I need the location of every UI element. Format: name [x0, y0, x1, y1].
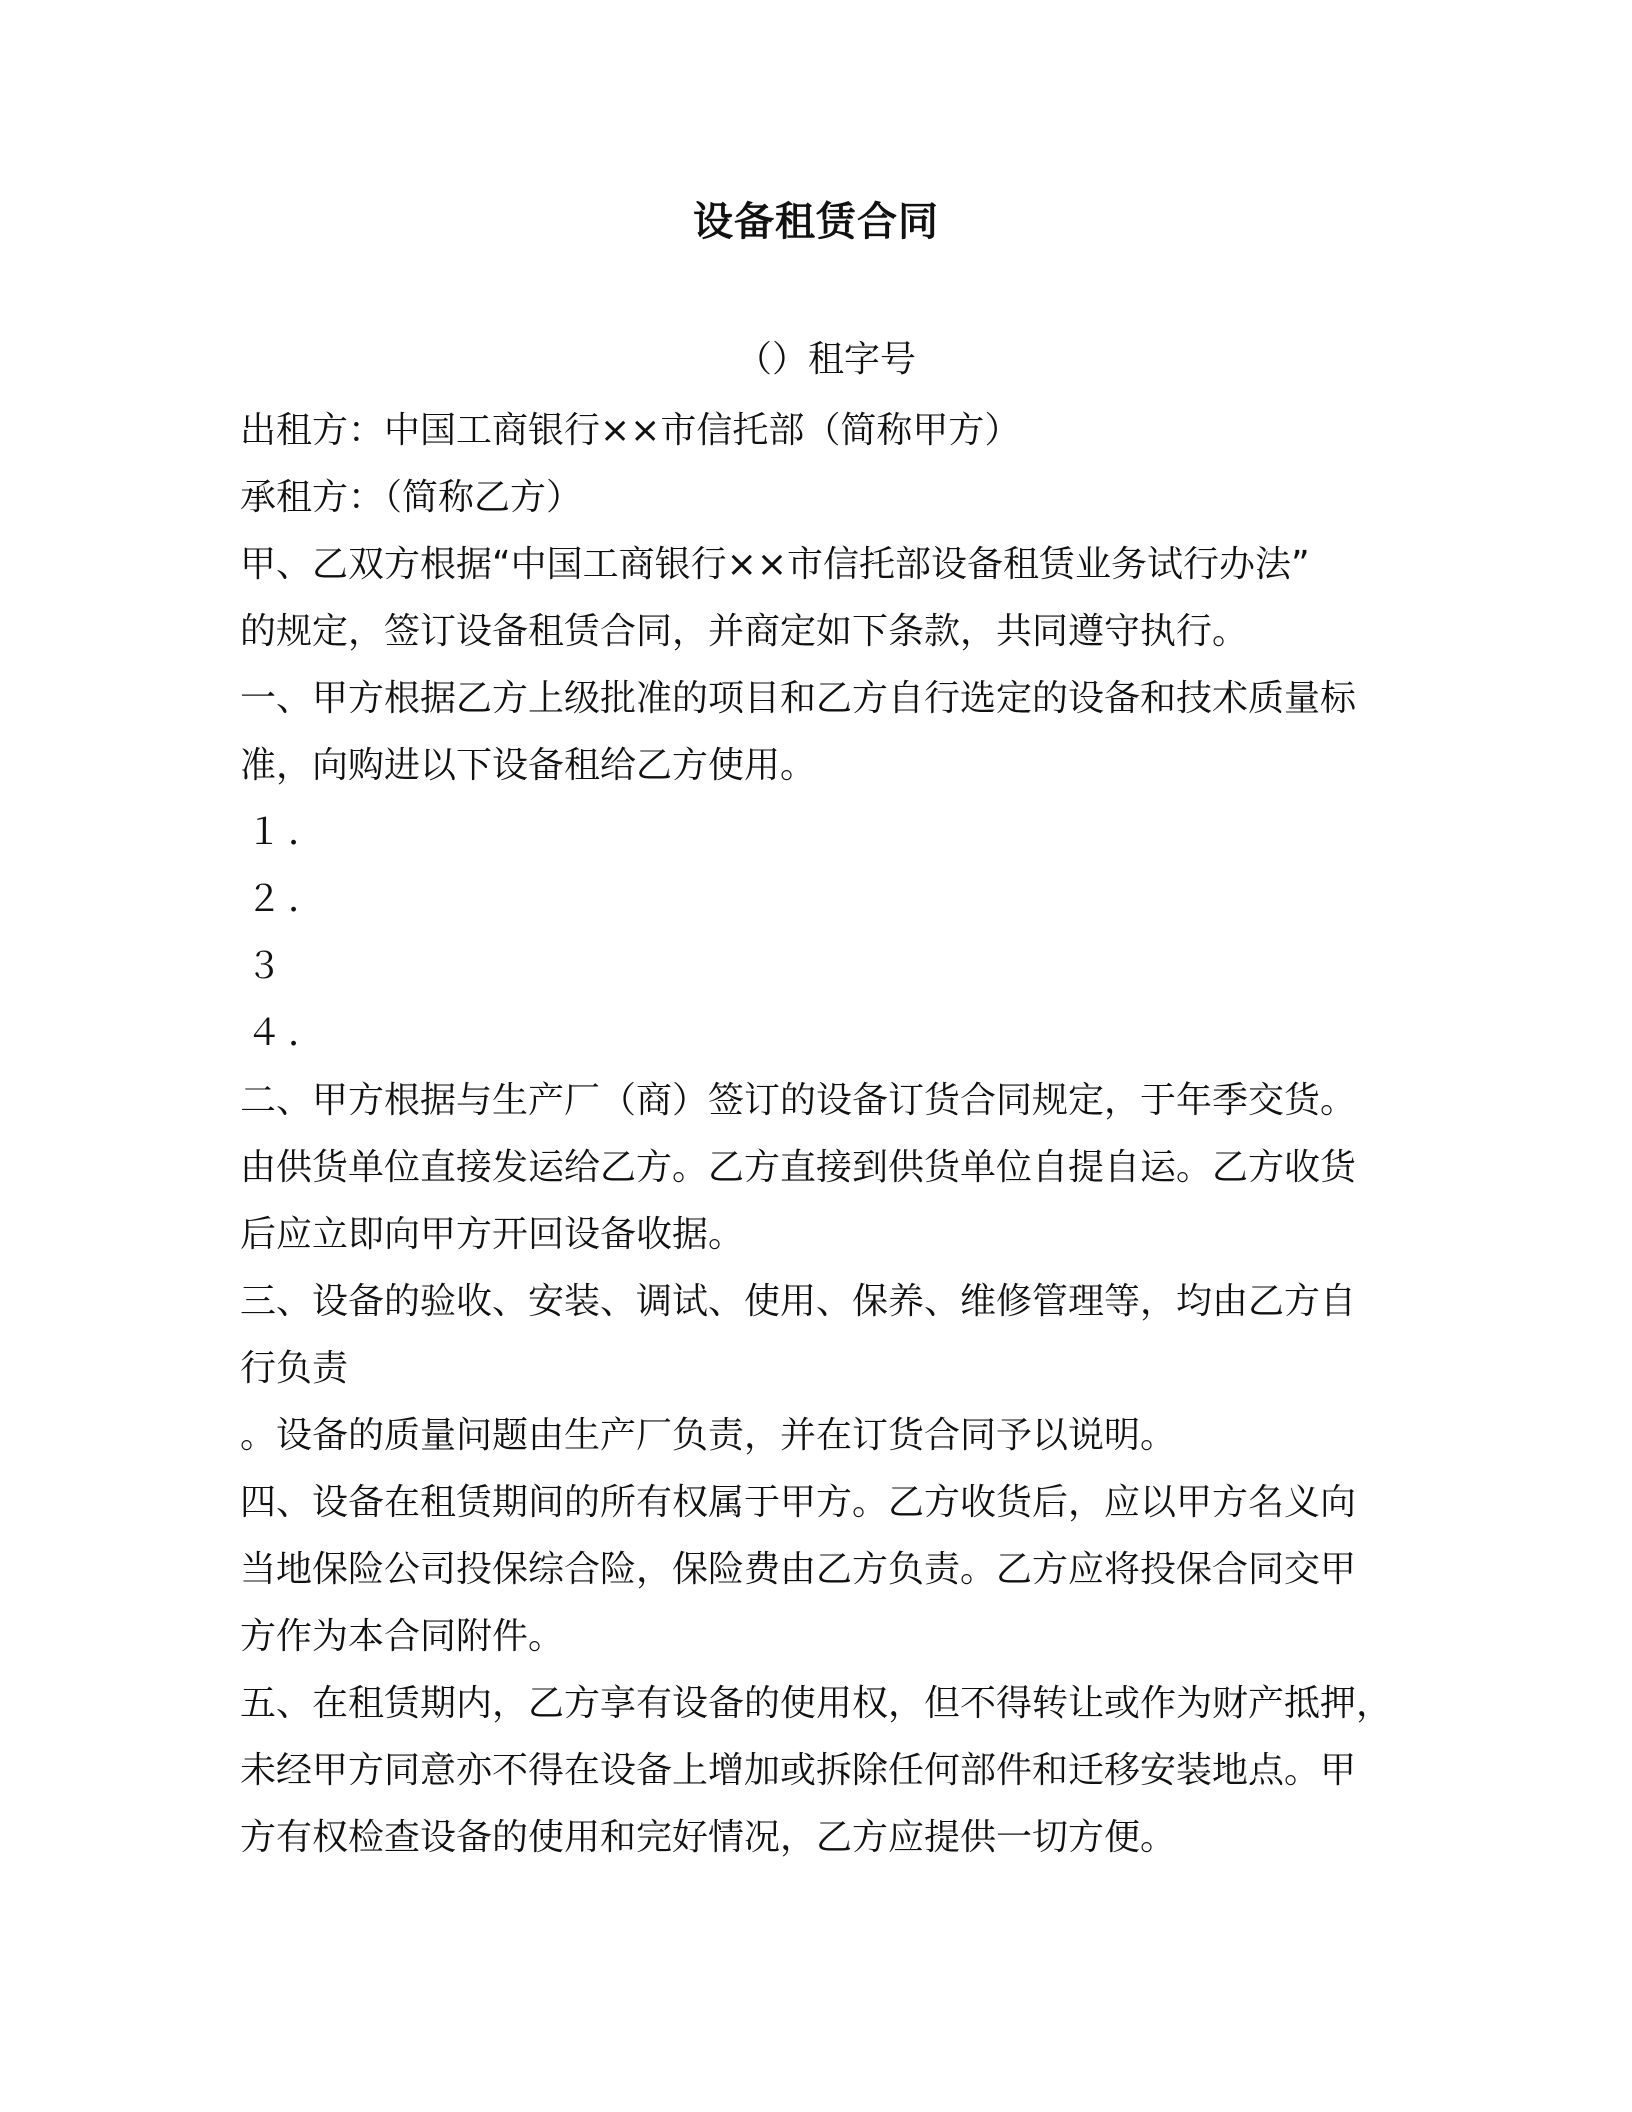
clause-3-line-2: 行负责	[240, 1348, 349, 1389]
document-subtitle: （）租字号	[735, 339, 916, 380]
clause-5-line-2: 未经甲方同意亦不得在设备上增加或拆除任何部件和迁移安装地点。甲	[240, 1750, 1357, 1791]
clause-4-line-1: 四、设备在租赁期间的所有权属于甲方。乙方收货后，应以甲方名义向	[240, 1482, 1357, 1523]
clause-3-line-3: 。设备的质量问题由生产厂负责，并在订货合同予以说明。	[240, 1415, 1177, 1456]
equipment-item-2: ２．	[246, 879, 331, 920]
equipment-item-4: ４．	[246, 1013, 331, 1054]
document-title: 设备租赁合同	[693, 199, 939, 245]
clause-2-line-2: 由供货单位直接发运给乙方。乙方直接到供货单位自提自运。乙方收货	[240, 1147, 1357, 1188]
preamble-line-1: 甲、乙双方根据“中国工商银行××市信托部设备租赁业务试行办法”	[240, 544, 1310, 585]
lessee-line: 承租方：（简称乙方）	[240, 477, 583, 518]
equipment-item-3: ３	[246, 946, 289, 987]
clause-5-line-1: 五、在租赁期内，乙方享有设备的使用权，但不得转让或作为财产抵押，	[240, 1683, 1393, 1724]
clause-5-line-3: 方有权检查设备的使用和完好情况，乙方应提供一切方便。	[240, 1817, 1177, 1858]
clause-2-line-3: 后应立即向甲方开回设备收据。	[240, 1214, 745, 1255]
clause-4-line-2: 当地保险公司投保综合险，保险费由乙方负责。乙方应将投保合同交甲	[240, 1549, 1357, 1590]
clause-2-line-1: 二、甲方根据与生产厂（商）签订的设备订货合同规定，于年季交货。	[240, 1080, 1357, 1121]
clause-4-line-3: 方作为本合同附件。	[240, 1616, 565, 1657]
lessor-line: 出租方：中国工商银行××市信托部（简称甲方）	[240, 410, 1021, 451]
clause-3-line-1: 三、设备的验收、安装、调试、使用、保养、维修管理等，均由乙方自	[240, 1281, 1357, 1322]
equipment-item-1: １．	[246, 812, 331, 853]
preamble-line-2: 的规定，签订设备租赁合同，并商定如下条款，共同遵守执行。	[240, 611, 1249, 652]
clause-1-line-1: 一、甲方根据乙方上级批准的项目和乙方自行选定的设备和技术质量标	[240, 678, 1357, 719]
clause-1-line-2: 准，向购进以下设备租给乙方使用。	[240, 745, 817, 786]
document-body	[240, 397, 1393, 1871]
